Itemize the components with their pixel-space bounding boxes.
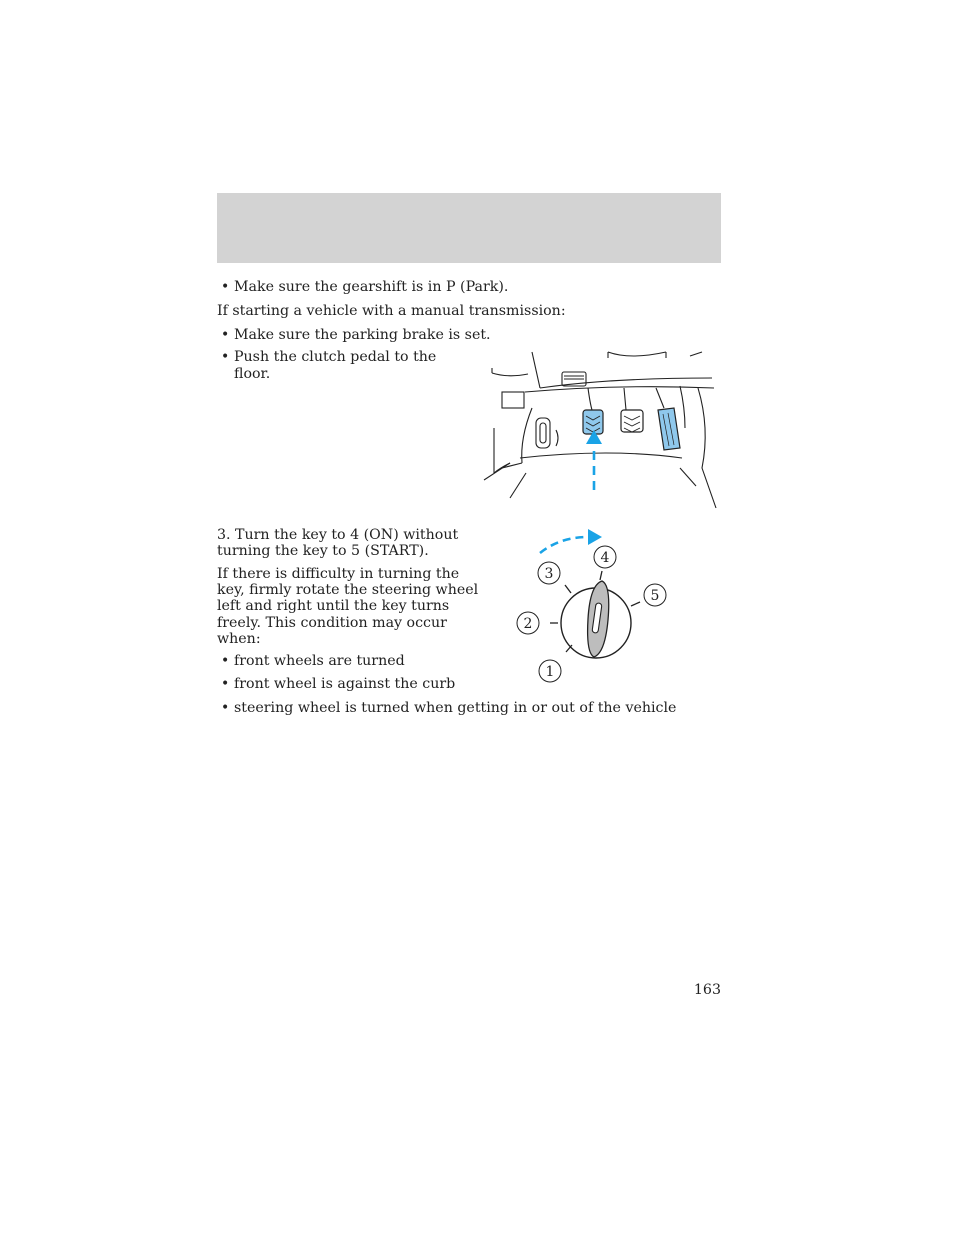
manual-bullet-clutch-line1: Push the clutch pedal to the [234,349,437,365]
difficulty-line5: when: [217,631,261,647]
ignition-illustration [510,525,675,690]
condition-curb: front wheel is against the curb [234,676,456,692]
position-3-label: 3 [544,566,554,582]
bullet-glyph: • [221,327,230,343]
position-4-label: 4 [600,550,610,566]
bullet-glyph: • [221,653,230,669]
step3-line1: 3. Turn the key to 4 (ON) without [217,527,459,543]
difficulty-line1: If there is difficulty in turning the [217,566,460,582]
page-number: 163 [693,982,721,998]
condition-front-wheels: front wheels are turned [234,653,405,669]
manual-bullet-clutch-line2: floor. [234,366,271,382]
pedals-illustration [480,348,720,513]
intro-bullet-park: Make sure the gearshift is in P (Park). [234,279,509,295]
condition-steering: steering wheel is turned when getting in or out of the vehicle [234,700,677,716]
position-5-label: 5 [650,588,660,604]
header-band [217,193,721,263]
difficulty-line3: left and right until the key turns [217,598,450,614]
bullet-glyph: • [221,700,230,716]
position-1-label: 1 [545,664,555,680]
manual-heading: If starting a vehicle with a manual transmission: [217,303,566,319]
difficulty-line2: key, firmly rotate the steering wheel [217,582,479,598]
bullet-glyph: • [221,279,230,295]
position-2-label: 2 [523,616,533,632]
step3-line2: turning the key to 5 (START). [217,543,429,559]
bullet-glyph: • [221,349,230,365]
difficulty-line4: freely. This condition may occur [217,615,447,631]
bullet-glyph: • [221,676,230,692]
manual-bullet-brake: Make sure the parking brake is set. [234,327,491,343]
